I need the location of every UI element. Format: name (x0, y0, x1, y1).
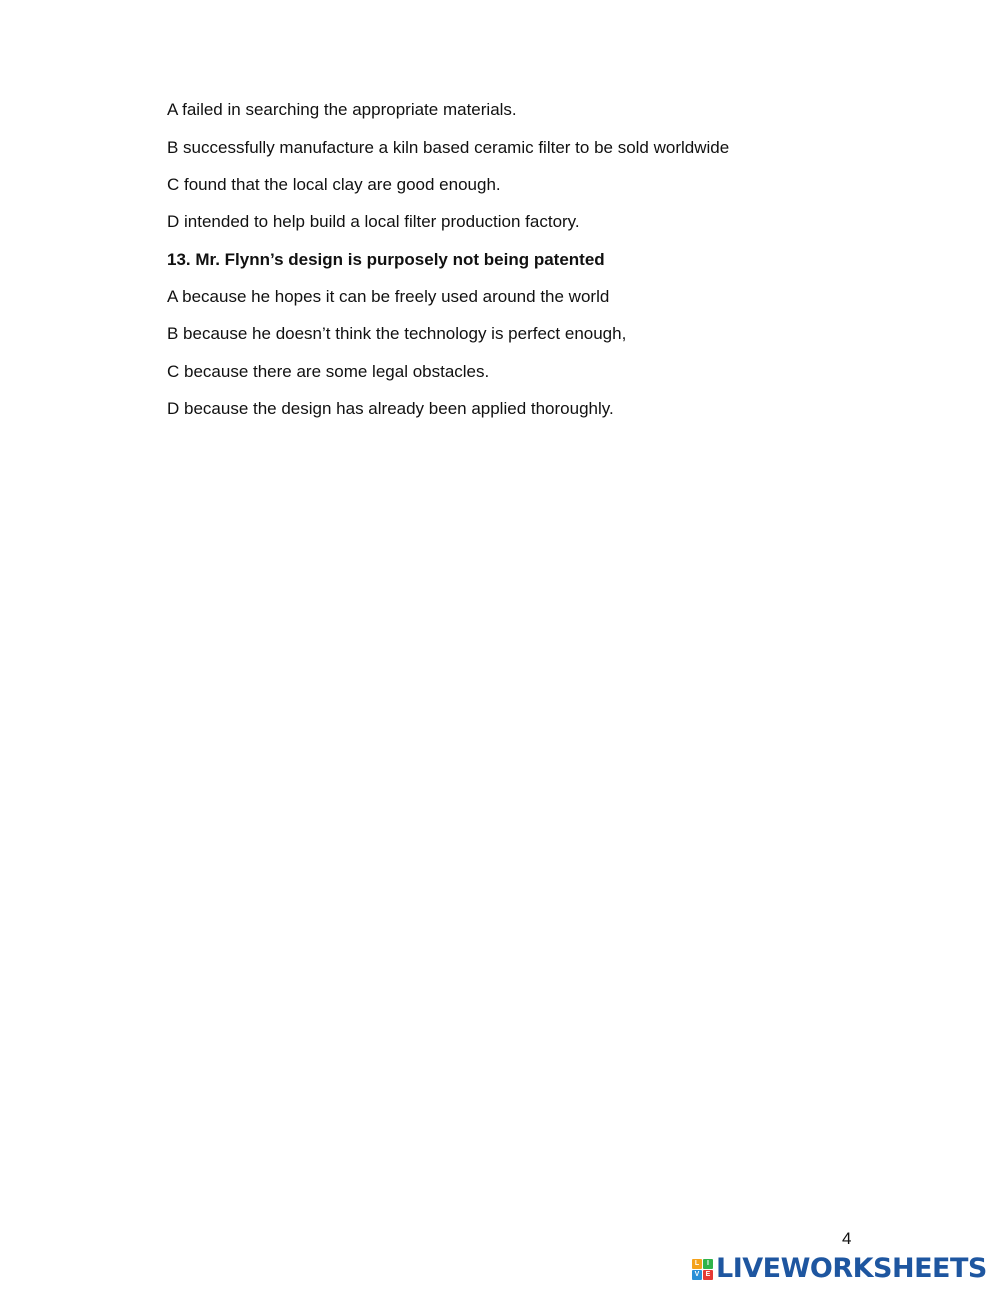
option-b-q12: B successfully manufacture a kiln based ceramic filter to be sold worldwide (167, 138, 730, 157)
question-13-title: 13. Mr. Flynn’s design is purposely not being patented (167, 250, 605, 269)
logo-mark-cell: L (692, 1259, 702, 1269)
liveworksheets-logo-text: LIVEWORKSHEETS (716, 1253, 987, 1284)
logo-mark-cell: I (703, 1259, 713, 1269)
liveworksheets-logo (692, 1254, 987, 1284)
option-c-q12: C found that the local clay are good enough. (167, 175, 501, 194)
logo-mark-cell: E (703, 1270, 713, 1280)
option-a-q13: A because he hopes it can be freely used around the world (167, 287, 610, 306)
option-b-q13: B because he doesn’t think the technology is perfect enough, (167, 324, 627, 343)
logo-mark-cell: V (692, 1270, 702, 1280)
option-d-q13: D because the design has already been applied thoroughly. (167, 399, 614, 418)
option-c-q13: C because there are some legal obstacles. (167, 362, 490, 381)
page-number: 4 (842, 1229, 852, 1248)
liveworksheets-logo-mark-icon (692, 1259, 713, 1280)
option-a-q12: A failed in searching the appropriate materials. (167, 100, 517, 119)
option-d-q12: D intended to help build a local filter production factory. (167, 212, 580, 231)
